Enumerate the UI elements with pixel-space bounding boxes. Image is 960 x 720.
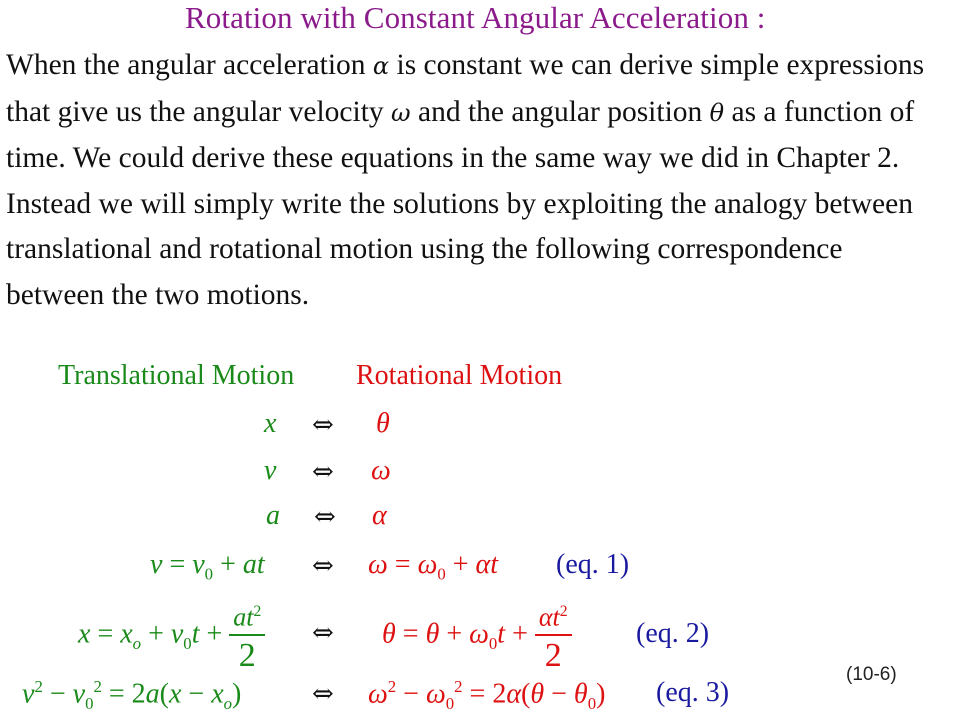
para-line-6: between the two motions. [6, 278, 310, 311]
omega-symbol: ω [391, 98, 411, 127]
corr-translational-v: v [264, 455, 277, 486]
para-line-2: that give us the angular velocity ω and the angular position θ as a function of [6, 95, 915, 128]
intro-paragraph [6, 43, 956, 318]
equation-3-rotational: $\omega^2 - \omega_0^2 = 2\alpha(\theta - \theta_0)$ [368, 677, 606, 713]
slide-title: Rotation with Constant Angular Acceleration : [185, 0, 766, 35]
para-line-5: translational and rotational motion using the following correspondence [6, 233, 843, 265]
para-line-3: time. We could derive these equations in the same way we did in Chapter 2. [6, 142, 900, 174]
alpha-symbol: α [372, 52, 390, 80]
para-line-4: Instead we will simply write the solutions by exploiting the analogy between [6, 187, 913, 220]
equivalence-arrow-1: ⇔ [312, 410, 334, 440]
para-line-1: When the angular acceleration α is constant we can derive simple expressions [6, 49, 925, 81]
corr-rotational-alpha: α [372, 500, 387, 531]
corr-translational-a: a [266, 500, 280, 531]
rotational-motion-header: Rotational Motion [356, 360, 563, 391]
equivalence-arrow-2: ⇔ [312, 457, 334, 487]
equation-2-translational: $x = x_o + v_0t$ + $\frac{at^2}{2}$ [78, 596, 265, 676]
equivalence-arrow-eq3: ⇔ [312, 679, 334, 709]
equation-1-rotational: $\omega = \omega_0 + \alpha t$ [368, 549, 499, 584]
page-number: (10-6) [846, 664, 897, 685]
theta-symbol: θ [709, 98, 725, 127]
equation-1-translational: $v = v_0$ + at [150, 549, 265, 584]
equation-3-label: (eq. 3) [656, 677, 730, 708]
corr-rotational-theta: θ [376, 408, 390, 439]
equivalence-arrow-eq1: ⇔ [312, 551, 334, 581]
equation-3-translational: $v^2 - v_0^2 = 2a(x - x_o)$ [22, 677, 242, 713]
equation-1-label: (eq. 1) [556, 549, 630, 580]
equation-2-rotational: $\theta = \theta + \omega_0t$ + $\frac{\alpha t^2}{2}$ [382, 596, 572, 676]
translational-motion-header: Translational Motion [58, 360, 295, 391]
equivalence-arrow-3: ⇔ [314, 502, 336, 532]
equivalence-arrow-eq2: ⇔ [312, 618, 334, 648]
corr-rotational-omega: ω [371, 455, 391, 486]
corr-translational-x: x [264, 408, 277, 439]
equation-2-label: (eq. 2) [636, 618, 710, 649]
